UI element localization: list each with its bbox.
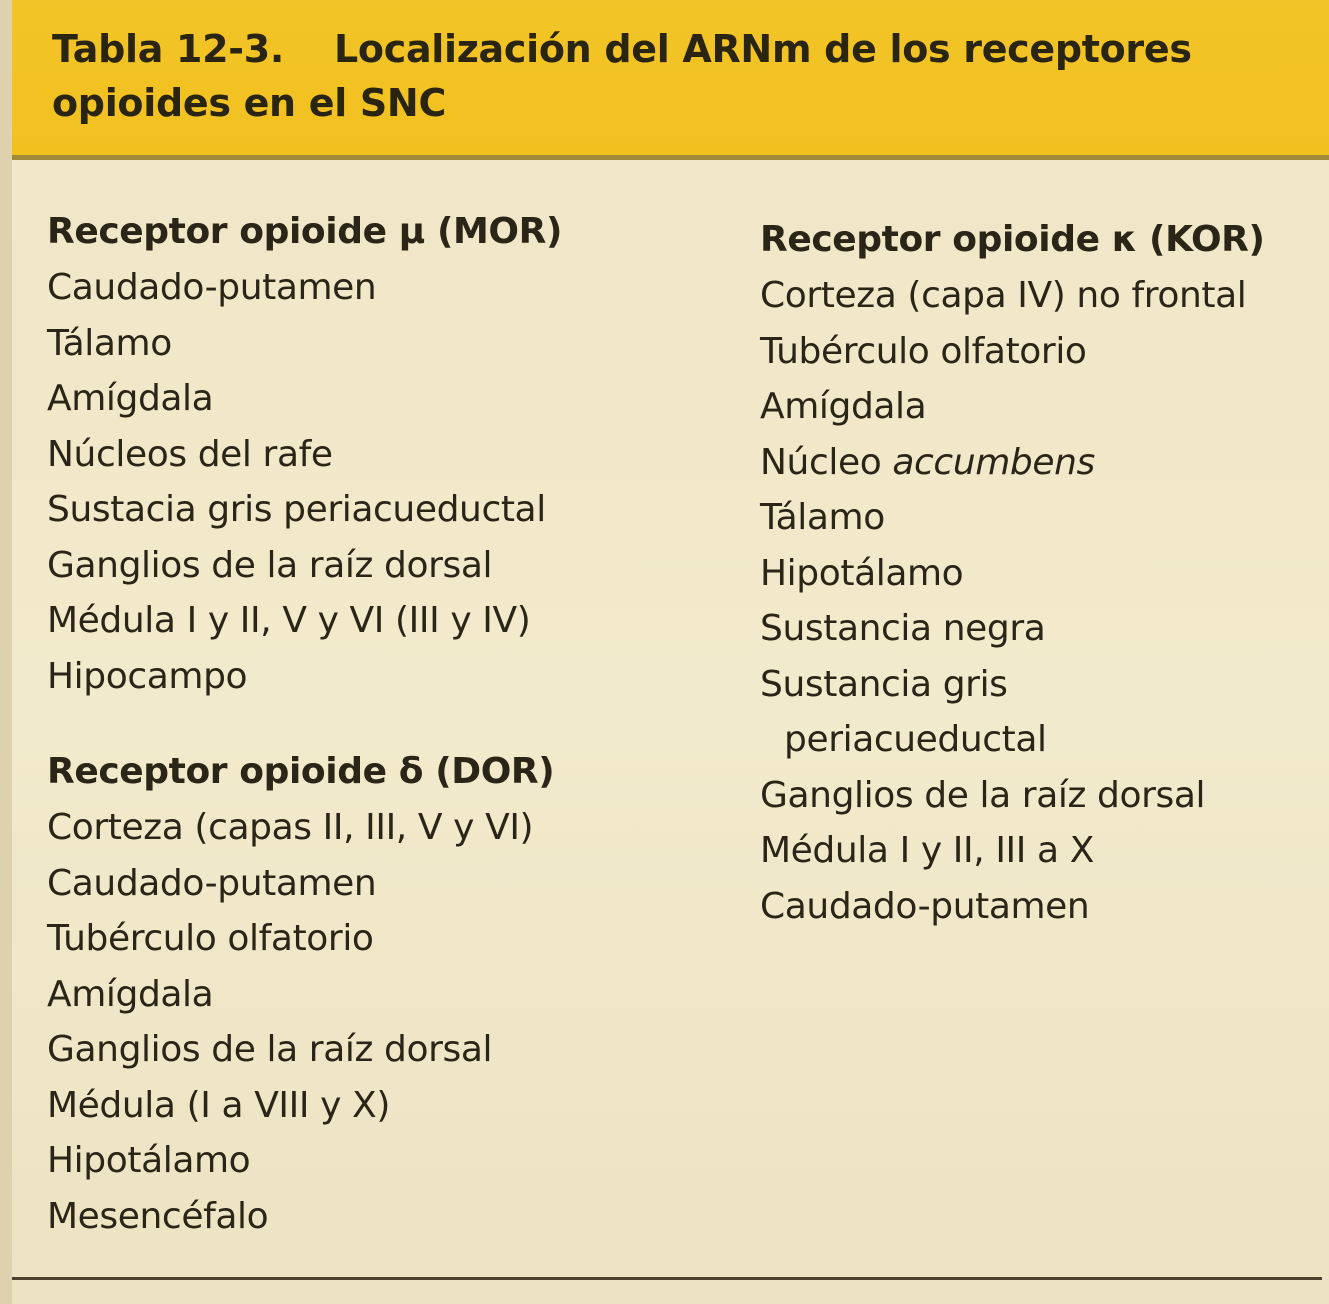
list-item: Ganglios de la raíz dorsal bbox=[47, 544, 493, 586]
list-item: Médula I y II, III a X bbox=[760, 830, 1094, 871]
list-item: Sustacia gris periacueductal bbox=[47, 489, 546, 530]
list-item: Tubérculo olfatorio bbox=[760, 330, 1087, 372]
list-item: Corteza (capa IV) no frontal bbox=[760, 275, 1247, 316]
bottom-rule bbox=[12, 1277, 1322, 1280]
dor-heading: Receptor opioide δ (DOR) bbox=[47, 751, 555, 792]
list-item: Tálamo bbox=[760, 497, 885, 538]
section-gap bbox=[47, 704, 687, 744]
list-item: Sustancia gris bbox=[760, 663, 1008, 705]
list-item: Núcleos del rafe bbox=[47, 433, 333, 475]
list-item-italic-text: accumbens bbox=[892, 441, 1095, 483]
list-item: Amígdala bbox=[760, 386, 927, 427]
list-item: Hipotálamo bbox=[47, 1140, 251, 1181]
list-item: Ganglios de la raíz dorsal bbox=[47, 1029, 493, 1070]
list-item-continuation: periacueductal bbox=[784, 719, 1047, 760]
page-edge bbox=[0, 0, 12, 1304]
table-number: Tabla 12-3. bbox=[52, 27, 284, 71]
list-item: Hipotálamo bbox=[760, 552, 964, 594]
list-item: Médula (I a VIII y X) bbox=[47, 1084, 390, 1126]
table-title-line2: opioides en el SNC bbox=[52, 81, 447, 125]
list-item: Corteza (capas II, III, V y VI) bbox=[47, 807, 534, 848]
list-item: Tubérculo olfatorio bbox=[47, 918, 374, 959]
list-item bbox=[760, 435, 1320, 491]
left-column bbox=[47, 204, 687, 1244]
table-title-line1: Localización del ARNm de los receptores bbox=[334, 27, 1192, 71]
table-title bbox=[52, 22, 1292, 130]
list-item: Ganglios de la raíz dorsal bbox=[760, 774, 1206, 816]
list-item: Caudado-putamen bbox=[47, 267, 377, 308]
kor-heading: Receptor opioide κ (KOR) bbox=[760, 219, 1265, 260]
list-item: Hipocampo bbox=[47, 655, 248, 697]
list-item: Amígdala bbox=[47, 378, 214, 419]
right-column bbox=[760, 212, 1320, 934]
list-item: Caudado-putamen bbox=[760, 885, 1090, 927]
list-item: Amígdala bbox=[47, 973, 214, 1015]
list-item: Sustancia negra bbox=[760, 608, 1046, 649]
list-item: Caudado-putamen bbox=[47, 862, 377, 904]
list-item: Médula I y II, V y VI (III y IV) bbox=[47, 600, 531, 641]
list-item: Tálamo bbox=[47, 322, 172, 364]
list-item-text: Núcleo bbox=[760, 441, 882, 483]
mor-heading: Receptor opioide μ (MOR) bbox=[47, 211, 563, 252]
table-header bbox=[12, 0, 1329, 160]
list-item: Mesencéfalo bbox=[47, 1195, 269, 1237]
